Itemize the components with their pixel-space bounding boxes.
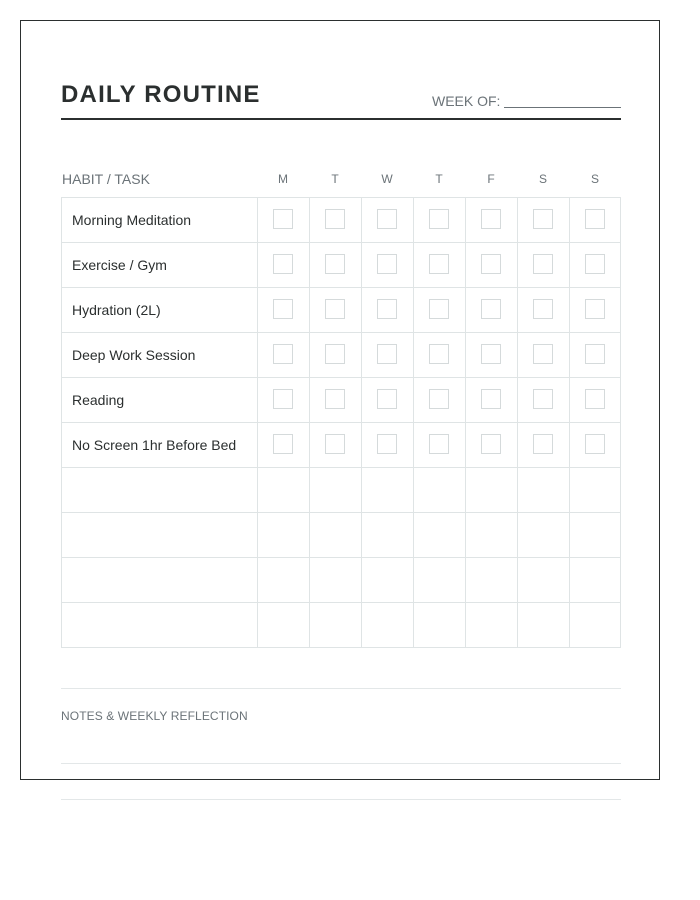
day-checkbox[interactable]: [325, 254, 345, 274]
day-checkbox[interactable]: [481, 344, 501, 364]
grid-row-line: [61, 647, 621, 648]
day-checkbox[interactable]: [585, 434, 605, 454]
day-checkbox[interactable]: [377, 299, 397, 319]
day-header: S: [538, 172, 547, 186]
blank-task-cell[interactable]: [62, 513, 257, 557]
grid-row-line: [61, 377, 621, 378]
grid-column-line: [257, 197, 258, 648]
task-label: Reading: [72, 392, 125, 408]
day-checkbox[interactable]: [429, 254, 449, 274]
day-checkbox[interactable]: [585, 389, 605, 409]
day-header: T: [331, 172, 339, 186]
blank-task-cell[interactable]: [62, 603, 257, 647]
day-checkbox[interactable]: [325, 389, 345, 409]
day-checkbox[interactable]: [585, 254, 605, 274]
notes-top-divider: [61, 688, 621, 689]
day-checkbox[interactable]: [429, 344, 449, 364]
day-checkbox[interactable]: [533, 434, 553, 454]
day-header: T: [435, 172, 443, 186]
day-checkbox[interactable]: [325, 434, 345, 454]
grid-column-line: [465, 197, 466, 648]
notes-line[interactable]: [61, 799, 621, 800]
task-label: Hydration (2L): [72, 302, 161, 318]
day-checkbox[interactable]: [585, 299, 605, 319]
day-checkbox[interactable]: [273, 434, 293, 454]
day-checkbox[interactable]: [273, 389, 293, 409]
day-checkbox[interactable]: [533, 344, 553, 364]
day-checkbox[interactable]: [481, 299, 501, 319]
day-header: M: [278, 172, 288, 186]
day-checkbox[interactable]: [273, 299, 293, 319]
week-of-field[interactable]: [504, 107, 621, 108]
day-checkbox[interactable]: [325, 344, 345, 364]
notes-line[interactable]: [61, 763, 621, 764]
day-checkbox[interactable]: [325, 209, 345, 229]
page-title: DAILY ROUTINE: [61, 81, 261, 108]
day-checkbox[interactable]: [325, 299, 345, 319]
day-checkbox[interactable]: [585, 344, 605, 364]
grid-row-line: [61, 197, 621, 198]
week-of-label: WEEK OF:: [432, 93, 501, 109]
day-checkbox[interactable]: [533, 389, 553, 409]
day-checkbox[interactable]: [585, 209, 605, 229]
day-checkbox[interactable]: [273, 209, 293, 229]
day-header: F: [487, 172, 495, 186]
grid-row-line: [61, 242, 621, 243]
day-checkbox[interactable]: [429, 389, 449, 409]
notes-title: NOTES & WEEKLY REFLECTION: [61, 709, 248, 723]
grid-column-line: [361, 197, 362, 648]
grid-row-line: [61, 422, 621, 423]
day-checkbox[interactable]: [481, 389, 501, 409]
grid-column-line: [413, 197, 414, 648]
day-header: S: [590, 172, 599, 186]
day-checkbox[interactable]: [533, 254, 553, 274]
blank-task-cell[interactable]: [62, 468, 257, 512]
day-checkbox[interactable]: [273, 344, 293, 364]
day-checkbox[interactable]: [429, 434, 449, 454]
day-header: W: [381, 172, 393, 186]
day-checkbox[interactable]: [273, 254, 293, 274]
task-label: Morning Meditation: [72, 212, 192, 228]
day-checkbox[interactable]: [377, 209, 397, 229]
day-checkbox[interactable]: [533, 209, 553, 229]
grid-row-line: [61, 287, 621, 288]
day-checkbox[interactable]: [377, 389, 397, 409]
grid-column-line: [620, 197, 621, 648]
blank-task-cell[interactable]: [62, 558, 257, 602]
task-label: Exercise / Gym: [72, 257, 167, 273]
task-label: No Screen 1hr Before Bed: [72, 437, 237, 453]
grid-column-line: [517, 197, 518, 648]
grid-column-line: [309, 197, 310, 648]
day-checkbox[interactable]: [481, 209, 501, 229]
day-checkbox[interactable]: [377, 254, 397, 274]
title-divider: [61, 118, 621, 120]
day-checkbox[interactable]: [533, 299, 553, 319]
day-checkbox[interactable]: [481, 254, 501, 274]
day-checkbox[interactable]: [481, 434, 501, 454]
habit-task-header: HABIT / TASK: [62, 171, 150, 187]
grid-row-line: [61, 332, 621, 333]
day-checkbox[interactable]: [377, 434, 397, 454]
day-checkbox[interactable]: [429, 209, 449, 229]
day-checkbox[interactable]: [377, 344, 397, 364]
day-checkbox[interactable]: [429, 299, 449, 319]
grid-column-line: [569, 197, 570, 648]
task-label: Deep Work Session: [72, 347, 196, 363]
